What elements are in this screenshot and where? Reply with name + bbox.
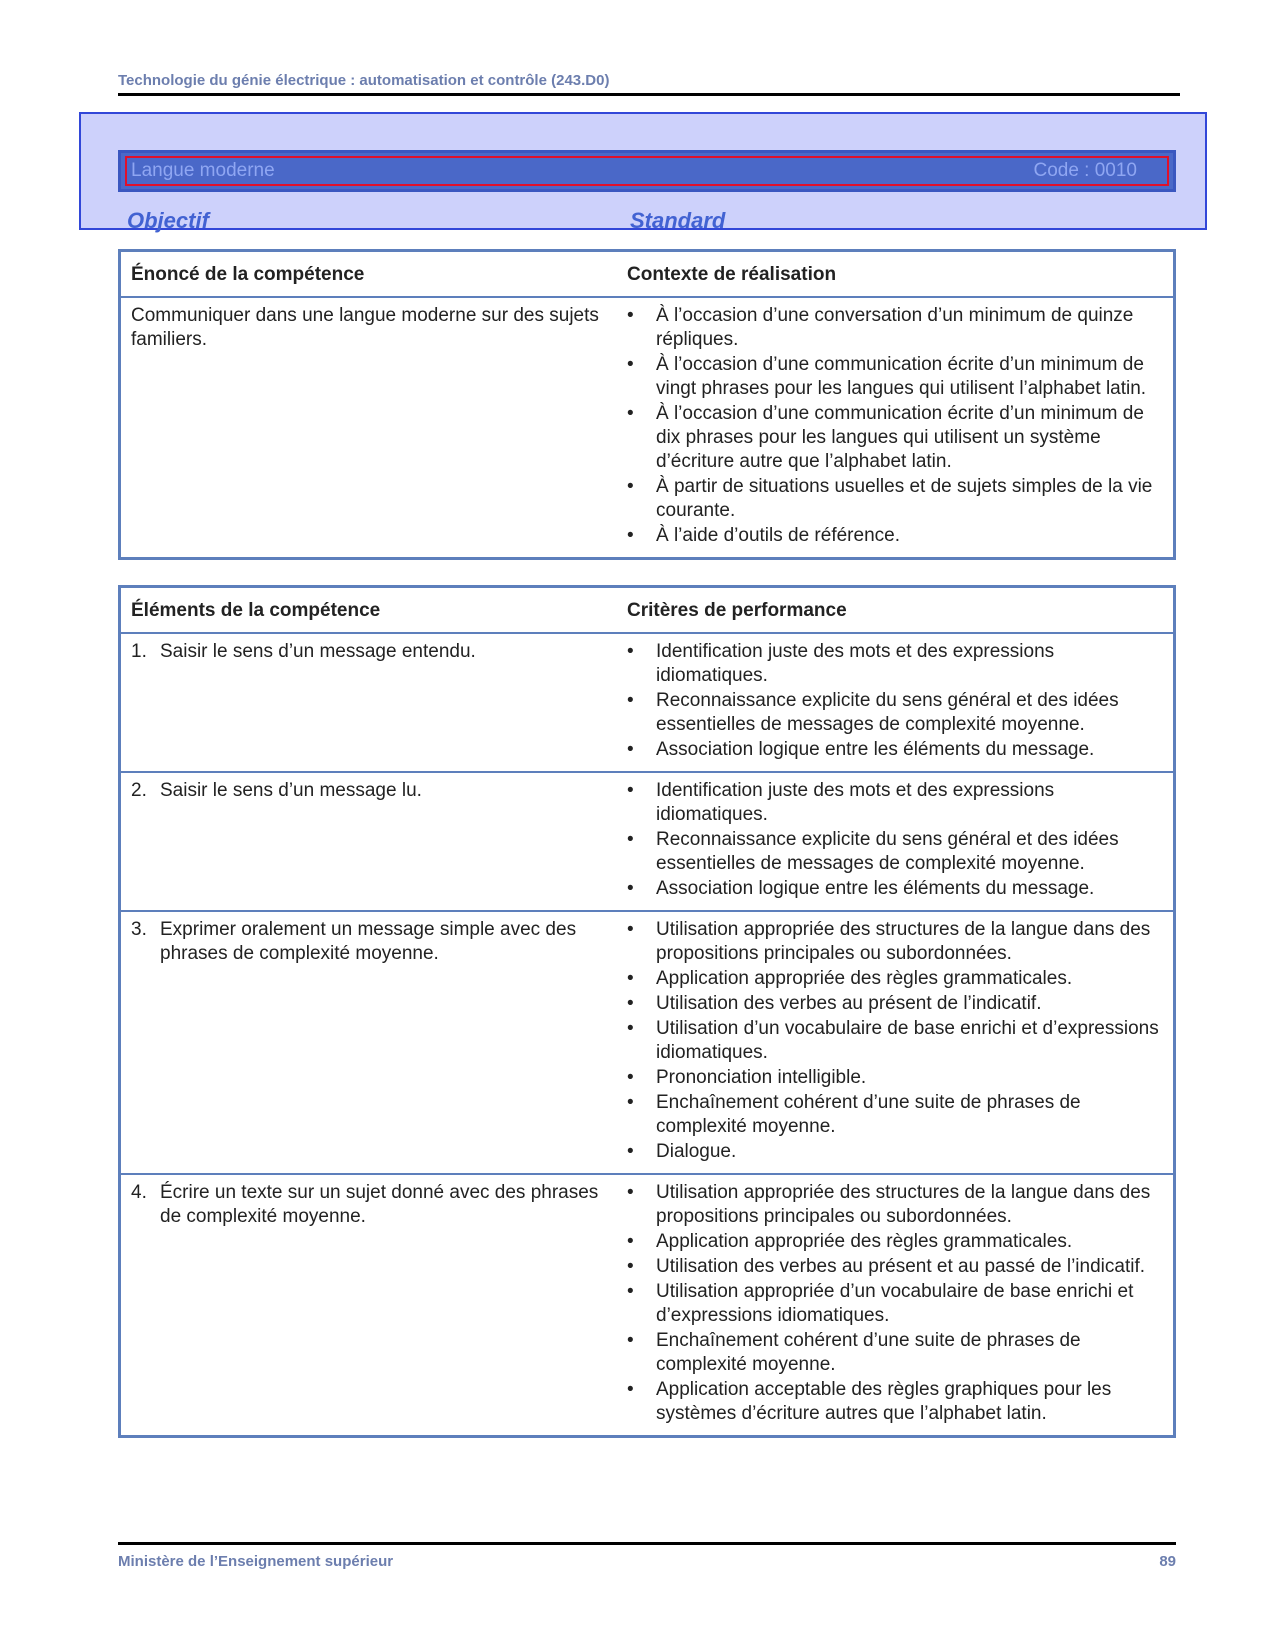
element-row — [121, 912, 1173, 1175]
element-number: 1. — [131, 641, 147, 662]
criterion-item: • Utilisation appropriée des structures de la langue dans des propositions principales ou subordonnées. — [627, 1181, 1163, 1229]
competency-title-bar — [118, 150, 1176, 192]
context-item: • À l’occasion d’une conversation d’un minimum de quinze répliques. — [627, 304, 1163, 352]
element-number: 4. — [131, 1182, 147, 1203]
context-item: • À partir de situations usuelles et de sujets simples de la vie courante. — [627, 475, 1163, 523]
title-frame — [125, 156, 1169, 186]
criteria-heading: Critères de performance — [627, 600, 847, 621]
criteria-list — [627, 918, 1163, 1164]
criterion-item: • Utilisation d’un vocabulaire de base enrichi et d’expressions idiomatiques. — [627, 1017, 1163, 1065]
criterion-item: • Association logique entre les éléments du message. — [627, 738, 1163, 762]
subject-title: Langue moderne — [131, 160, 275, 181]
criterion-item: • Utilisation des verbes au présent de l’indicatif. — [627, 992, 1163, 1016]
standard-heading: Standard — [630, 208, 726, 233]
element-row — [121, 634, 1173, 773]
criterion-item: • Reconnaissance explicite du sens général et des idées essentielles de messages de complexité moyenne. — [627, 689, 1163, 737]
element-row — [121, 1175, 1173, 1435]
context-list — [627, 304, 1163, 548]
elements-table — [118, 585, 1176, 1438]
element-text: Saisir le sens d’un message entendu. — [160, 641, 476, 662]
criteria-list — [627, 640, 1163, 762]
criteria-list — [627, 1181, 1163, 1426]
element-text: Exprimer oralement un message simple avec des phrases de complexité moyenne. — [160, 919, 577, 964]
criteria-list — [627, 779, 1163, 901]
criterion-item: • Reconnaissance explicite du sens général et des idées essentielles de messages de complexité moyenne. — [627, 828, 1163, 876]
criterion-item: • Utilisation appropriée d’un vocabulaire de base enrichi et d’expressions idiomatiques. — [627, 1280, 1163, 1328]
competency-table — [118, 249, 1176, 560]
competency-header-row — [121, 252, 1173, 298]
context-item: • À l’occasion d’une communication écrite d’un minimum de vingt phrases pour les langues qui utilisent l’alphabet latin. — [627, 353, 1163, 401]
competency-code: Code : 0010 — [1033, 160, 1137, 181]
page-header: Technologie du génie électrique : automatisation et contrôle (243.D0) — [118, 72, 1180, 96]
criterion-item: • Utilisation des verbes au présent et au passé de l’indicatif. — [627, 1255, 1163, 1279]
footer-ministry: Ministère de l’Enseignement supérieur — [118, 1553, 394, 1570]
criterion-item: • Enchaînement cohérent d’une suite de phrases de complexité moyenne. — [627, 1091, 1163, 1139]
criterion-item: • Application appropriée des règles grammaticales. — [627, 1230, 1163, 1254]
element-text: Écrire un texte sur un sujet donné avec des phrases de complexité moyenne. — [160, 1182, 599, 1227]
criterion-item: • Identification juste des mots et des expressions idiomatiques. — [627, 779, 1163, 827]
objective-heading: Objectif — [127, 208, 209, 233]
element-number: 3. — [131, 919, 147, 940]
criterion-item: • Association logique entre les éléments du message. — [627, 877, 1163, 901]
criterion-item: • Utilisation appropriée des structures de la langue dans des propositions principales ou subordonnées. — [627, 918, 1163, 966]
context-item: • À l’aide d’outils de référence. — [627, 524, 1163, 548]
page-number: 89 — [1159, 1553, 1176, 1570]
context-item: • À l’occasion d’une communication écrite d’un minimum de dix phrases pour les langues qui utilisent un système d’écriture autre que l’alphabet latin. — [627, 402, 1163, 474]
criterion-item: • Application acceptable des règles graphiques pour les systèmes d’écriture autres que l’alphabet latin. — [627, 1378, 1163, 1426]
competency-statement: Communiquer dans une langue moderne sur des sujets familiers. — [131, 305, 599, 350]
competency-body-row — [121, 298, 1173, 557]
statement-heading: Énoncé de la compétence — [131, 264, 365, 285]
context-heading: Contexte de réalisation — [627, 264, 837, 285]
criterion-item: • Identification juste des mots et des expressions idiomatiques. — [627, 640, 1163, 688]
criterion-item: • Enchaînement cohérent d’une suite de phrases de complexité moyenne. — [627, 1329, 1163, 1377]
element-number: 2. — [131, 780, 147, 801]
criterion-item: • Dialogue. — [627, 1140, 1163, 1164]
elements-header-row — [121, 588, 1173, 634]
element-row — [121, 773, 1173, 912]
element-text: Saisir le sens d’un message lu. — [160, 780, 422, 801]
criterion-item: • Application appropriée des règles grammaticales. — [627, 967, 1163, 991]
page-footer — [118, 1542, 1176, 1570]
criterion-item: • Prononciation intelligible. — [627, 1066, 1163, 1090]
elements-heading: Éléments de la compétence — [131, 600, 381, 621]
